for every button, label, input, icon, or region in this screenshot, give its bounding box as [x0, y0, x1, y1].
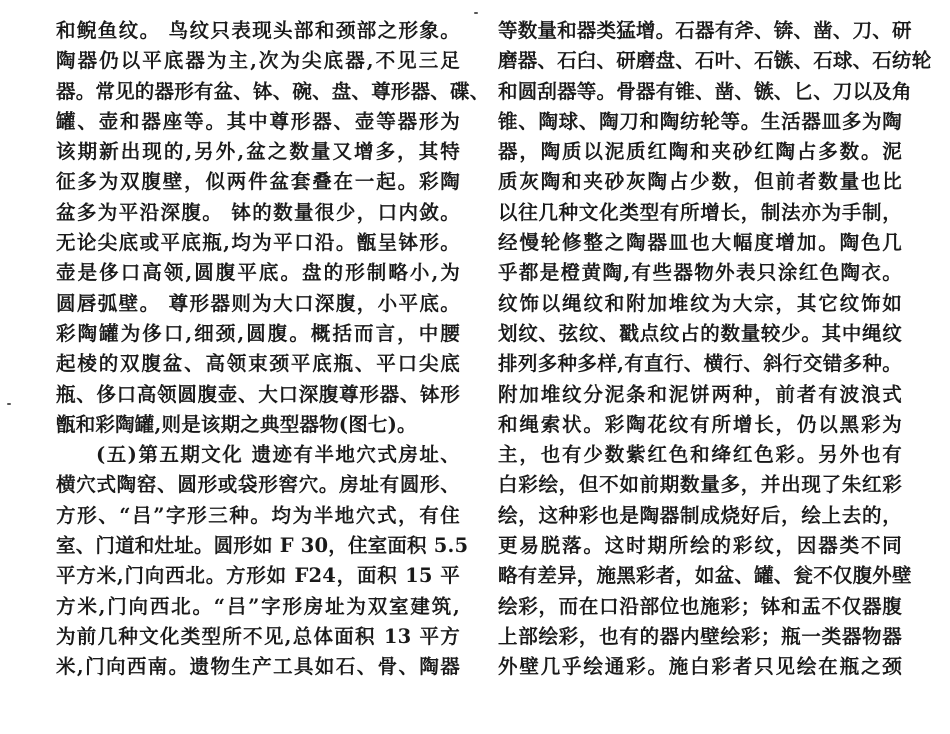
paragraph-end-line: 甑和彩陶罐,则是该期之典型器物(图七)。: [56, 412, 417, 436]
text-line: 以往几种文化类型有所增长，制法亦为手制，: [498, 200, 902, 224]
text-line: 无论尖底或平底瓶,均为平口沿。甑呈钵形。: [56, 231, 460, 255]
text-line: 乎都是橙黄陶,有些器物外表只涂红色陶衣。: [498, 261, 902, 285]
text-line: 经慢轮修整之陶器皿也大幅度增加。陶色几: [498, 231, 902, 255]
text-line: 室、门道和灶址。圆形如 F 30，住室面积 5.5: [56, 534, 469, 558]
text-line: 划纹、弦纹、戳点纹占的数量较少。其中绳纹: [498, 321, 902, 345]
text-line: 主，也有少数紫红色和绛红色彩。另外也有: [498, 443, 902, 467]
text-line: 米,门向西南。遗物生产工具如石、骨、陶器: [56, 655, 460, 679]
text-line: 外壁几乎绘通彩。施白彩者只见绘在瓶之颈: [498, 655, 902, 679]
text-line: 和鲵鱼纹。 鸟纹只表现头部和颈部之形象。: [56, 19, 460, 42]
text-line: 纹饰以绳纹和附加堆纹为大宗，其它纹饰如: [498, 291, 902, 315]
text-line: 起棱的双腹盆、高领束颈平底瓶、平口尖底: [56, 352, 460, 376]
text-line: 绘，这种彩也是陶器制成烧好后，绘上去的，: [498, 503, 902, 527]
text-line: 平方米,门向西北。方形如 F24，面积 15 平: [56, 564, 460, 588]
text-line: 瓶、侈口高领圆腹壶、大口深腹尊形器、钵形: [56, 382, 460, 406]
text-line: 该期新出现的,另外,盆之数量又增多，其特: [56, 140, 460, 164]
text-line: 为前几种文化类型所不见,总体面积 13 平方: [56, 624, 460, 648]
left-text-column: [56, 16, 490, 683]
right-text-column: [498, 16, 932, 683]
text-line: 圆唇弧壁。 尊形器则为大口深腹，小平底。: [56, 291, 460, 315]
text-line: 上部绘彩，也有的器内壁绘彩；瓶一类器物器: [498, 624, 902, 648]
text-line: 和圆刮器等。骨器有锥、凿、镞、匕、刀以及角: [498, 79, 912, 103]
text-line: 绘彩，而在口沿部位也施彩；钵和盂不仅器腹: [498, 594, 902, 618]
text-line: 略有差异，施黑彩者，如盆、罐、瓮不仅腹外壁: [498, 564, 912, 588]
text-line: 质灰陶和夹砂灰陶占少数，但前者数量也比: [498, 170, 902, 194]
text-line: 陶器仍以平底器为主,次为尖底器,不见三足: [56, 49, 460, 73]
text-line: 方形、“吕”字形三种。均为半地穴式，有住: [56, 503, 460, 527]
scan-speck: [474, 12, 478, 14]
text-line: 器。常见的器形有盆、钵、碗、盘、尊形器、碟、: [56, 79, 490, 103]
text-line: 等数量和器类猛增。石器有斧、锛、凿、刀、研: [498, 19, 912, 42]
text-line: 横穴式陶窑、圆形或袋形窖穴。房址有圆形、: [56, 473, 460, 497]
text-line: 盆多为平沿深腹。 钵的数量很少，口内敛。: [56, 200, 460, 224]
text-line: 征多为双腹壁，似两件盆套叠在一起。彩陶: [56, 170, 460, 194]
text-line: 附加堆纹分泥条和泥饼两种，前者有波浪式: [498, 382, 902, 406]
text-line: 彩陶罐为侈口,细颈,圆腹。概括而言，中腰: [56, 321, 460, 345]
text-line: 器，陶质以泥质红陶和夹砂红陶占多数。泥: [498, 140, 902, 164]
text-line: 排列多种多样,有直行、横行、斜行交错多种。: [498, 352, 902, 376]
text-line: 罐、壶和器座等。其中尊形器、壶等器形为: [56, 109, 460, 133]
text-line: 壶是侈口高领,圆腹平底。盘的形制略小,为: [56, 261, 460, 285]
text-line: 锥、陶球、陶刀和陶纺轮等。生活器皿多为陶: [498, 109, 902, 133]
scan-speck: [7, 403, 11, 405]
text-line: 和绳索状。彩陶花纹有所增长，仍以黑彩为: [498, 412, 902, 436]
text-line: 更易脱落。这时期所绘的彩纹，因器类不同: [498, 534, 902, 558]
section-heading-line: (五)第五期文化 遗迹有半地穴式房址、: [96, 443, 460, 467]
text-line: 方米,门向西北。“吕”字形房址为双室建筑,: [56, 594, 460, 618]
text-line: 白彩绘，但不如前期数量多，并出现了朱红彩: [498, 473, 902, 497]
text-line: 磨器、石臼、研磨盘、石叶、石镞、石球、石纺轮: [498, 49, 932, 73]
